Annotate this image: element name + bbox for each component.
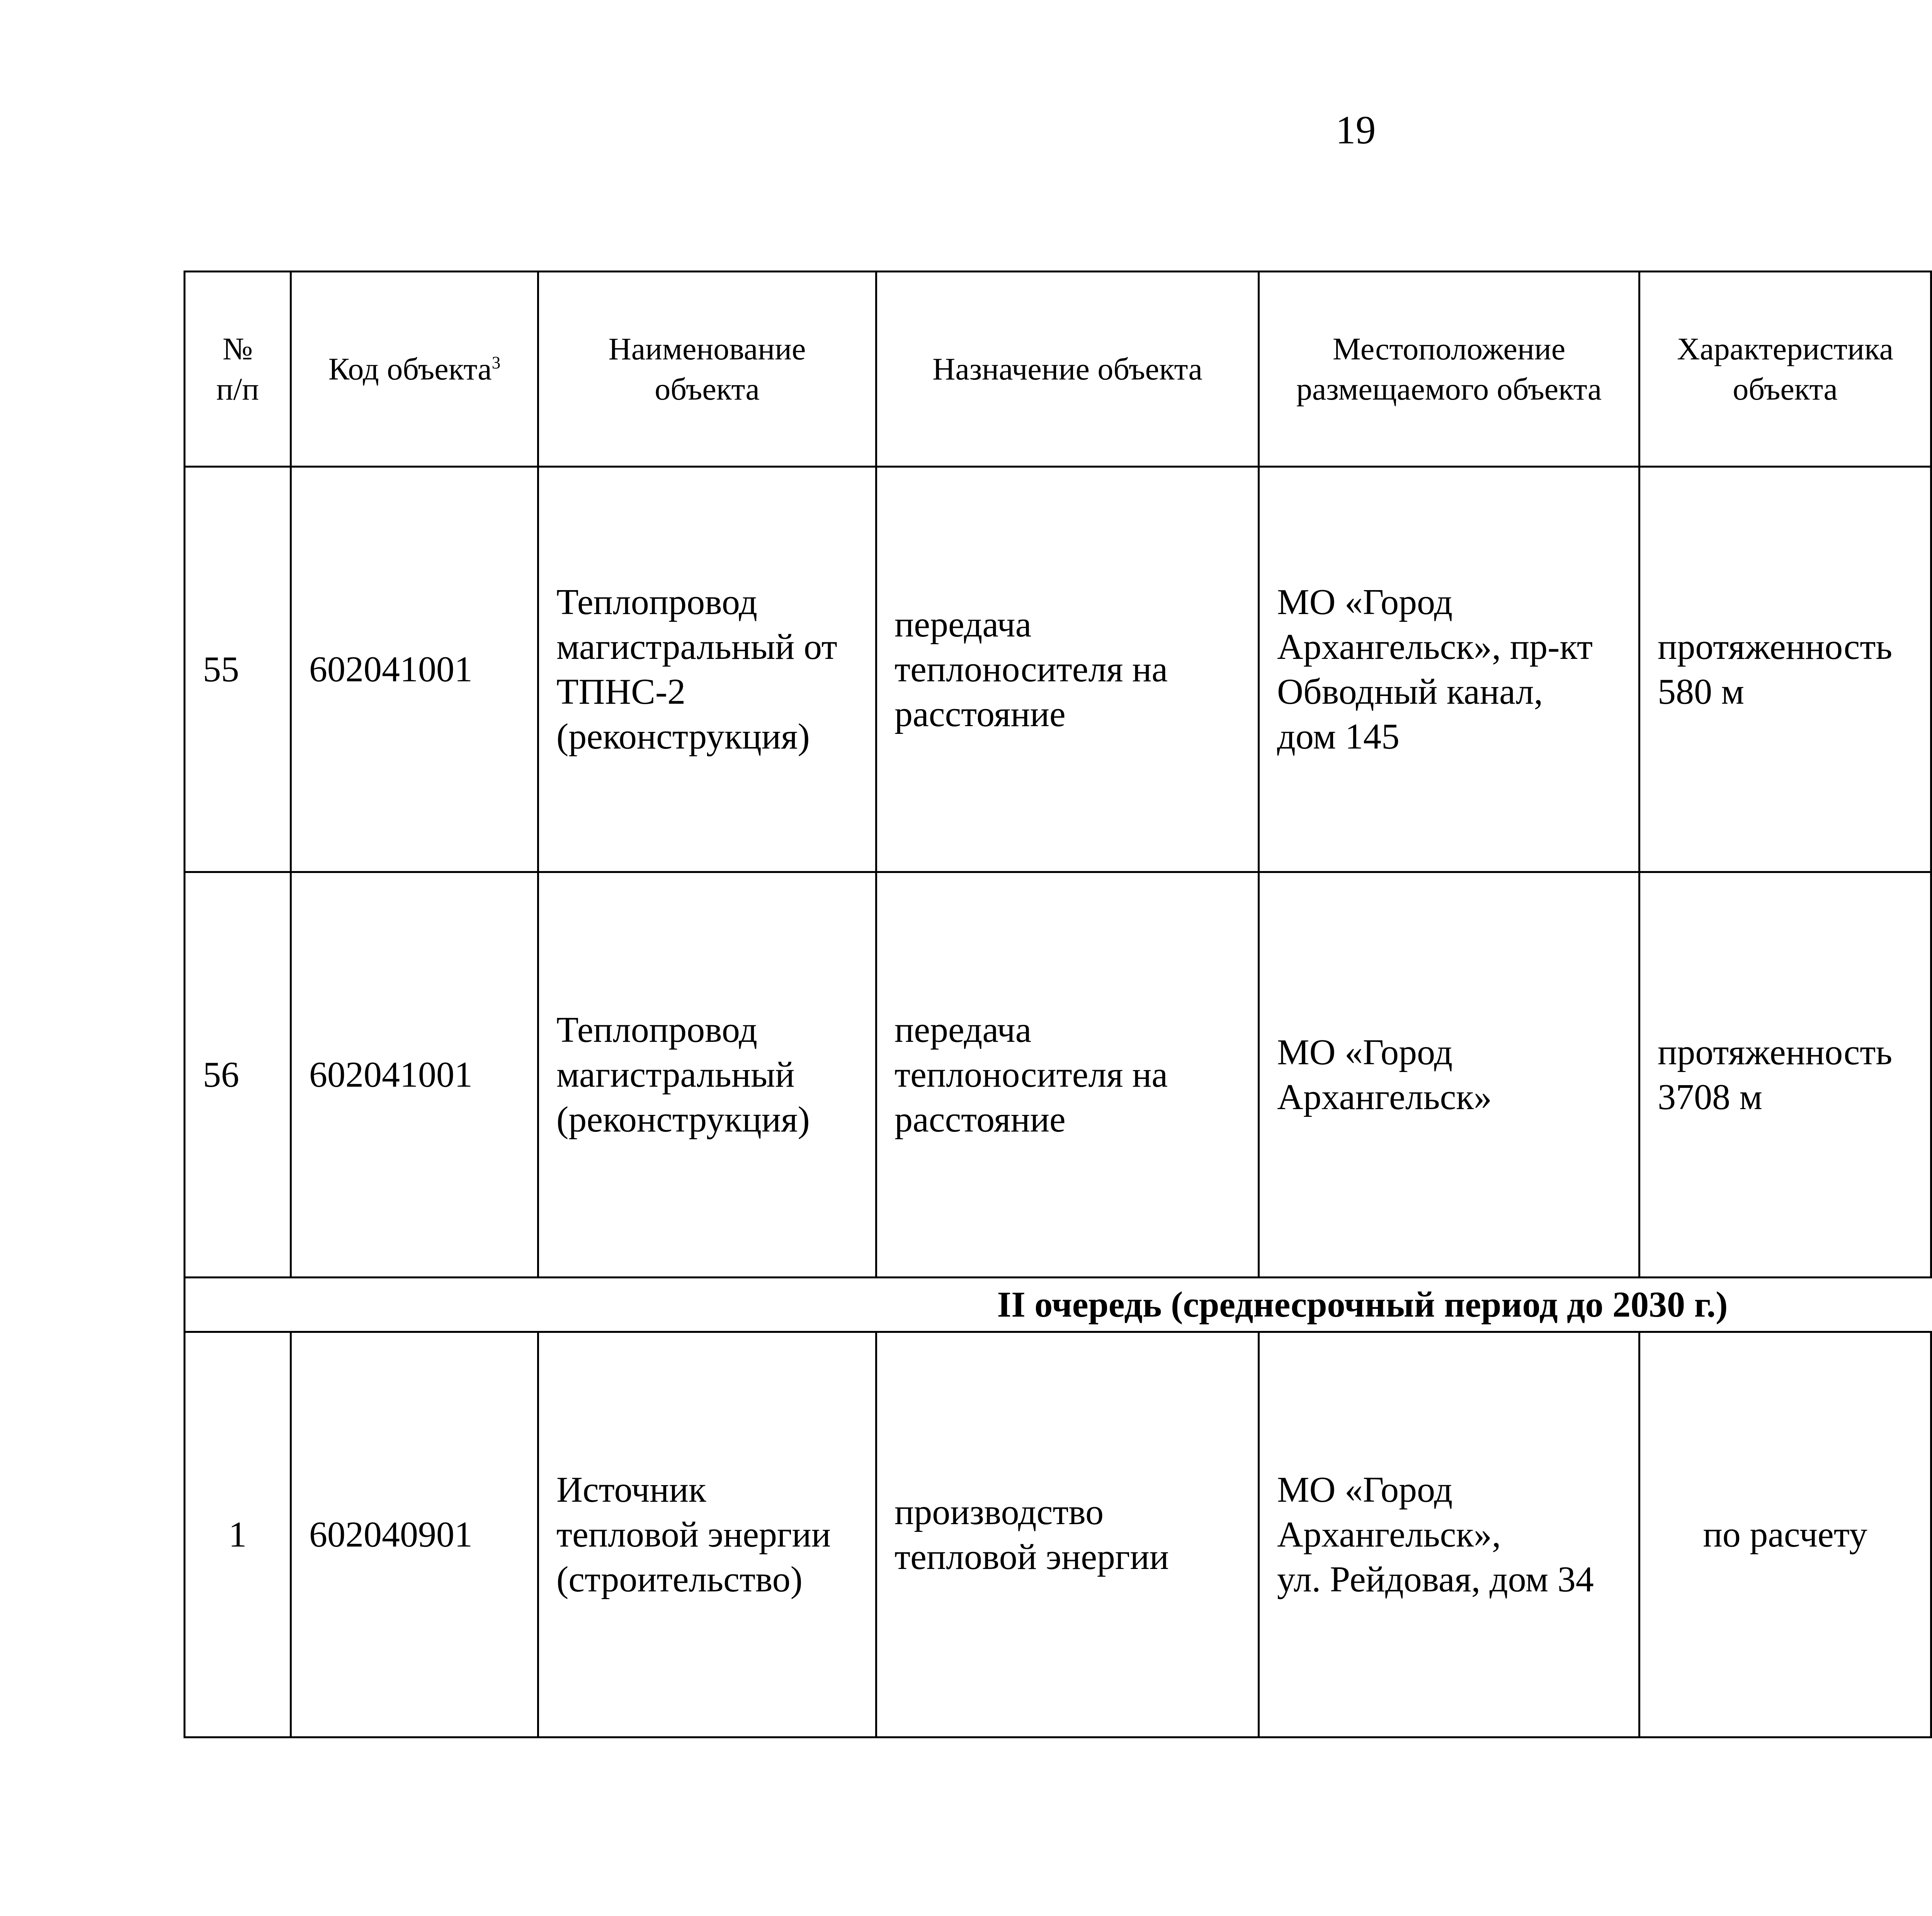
cell-code: 602040901 bbox=[291, 1332, 538, 1737]
header-num: № п/п bbox=[185, 272, 291, 467]
cell-characteristic: протяженность 580 м bbox=[1639, 467, 1931, 872]
cell-location: МО «Город Архангельск», ул. Рейдовая, дом 34 bbox=[1259, 1332, 1639, 1737]
table-row bbox=[185, 467, 1932, 872]
cell-location: МО «Город Архангельск», пр-кт Обводный канал, дом 145 bbox=[1259, 467, 1639, 872]
header-characteristic: Характеристика объекта bbox=[1639, 272, 1931, 467]
header-code-footnote: 3 bbox=[492, 353, 501, 373]
objects-table bbox=[184, 271, 1932, 1738]
cell-location: МО «Город Архангельск» bbox=[1259, 872, 1639, 1278]
cell-num: 56 bbox=[185, 872, 291, 1278]
cell-purpose: передача теплоносителя на расстояние bbox=[876, 467, 1259, 872]
cell-code: 602041001 bbox=[291, 872, 538, 1278]
cell-purpose: передача теплоносителя на расстояние bbox=[876, 872, 1259, 1278]
header-name: Наименование объекта bbox=[538, 272, 876, 467]
cell-num: 55 bbox=[185, 467, 291, 872]
header-location: Местоположение размещаемого объекта bbox=[1259, 272, 1639, 467]
cell-name: Теплопровод магистральный (реконструкция) bbox=[538, 872, 876, 1278]
section-header-row bbox=[185, 1278, 1932, 1332]
header-code bbox=[291, 272, 538, 467]
cell-num: 1 bbox=[185, 1332, 291, 1737]
table-row bbox=[185, 1332, 1932, 1737]
table-row bbox=[185, 872, 1932, 1278]
cell-name: Источник тепловой энергии (строительство) bbox=[538, 1332, 876, 1737]
cell-characteristic: по расчету bbox=[1639, 1332, 1931, 1737]
header-code-label: Код объекта bbox=[328, 351, 492, 386]
cell-name: Теплопровод магистральный от ТПНС-2 (реконструкция) bbox=[538, 467, 876, 872]
cell-code: 602041001 bbox=[291, 467, 538, 872]
header-purpose: Назначение объекта bbox=[876, 272, 1259, 467]
cell-purpose: производство тепловой энергии bbox=[876, 1332, 1259, 1737]
section-title: II очередь (среднесрочный период до 2030 г.) bbox=[185, 1278, 1932, 1332]
cell-characteristic: протяженность 3708 м bbox=[1639, 872, 1931, 1278]
page-number: 19 bbox=[1335, 108, 1376, 152]
table-header-row bbox=[185, 272, 1932, 467]
